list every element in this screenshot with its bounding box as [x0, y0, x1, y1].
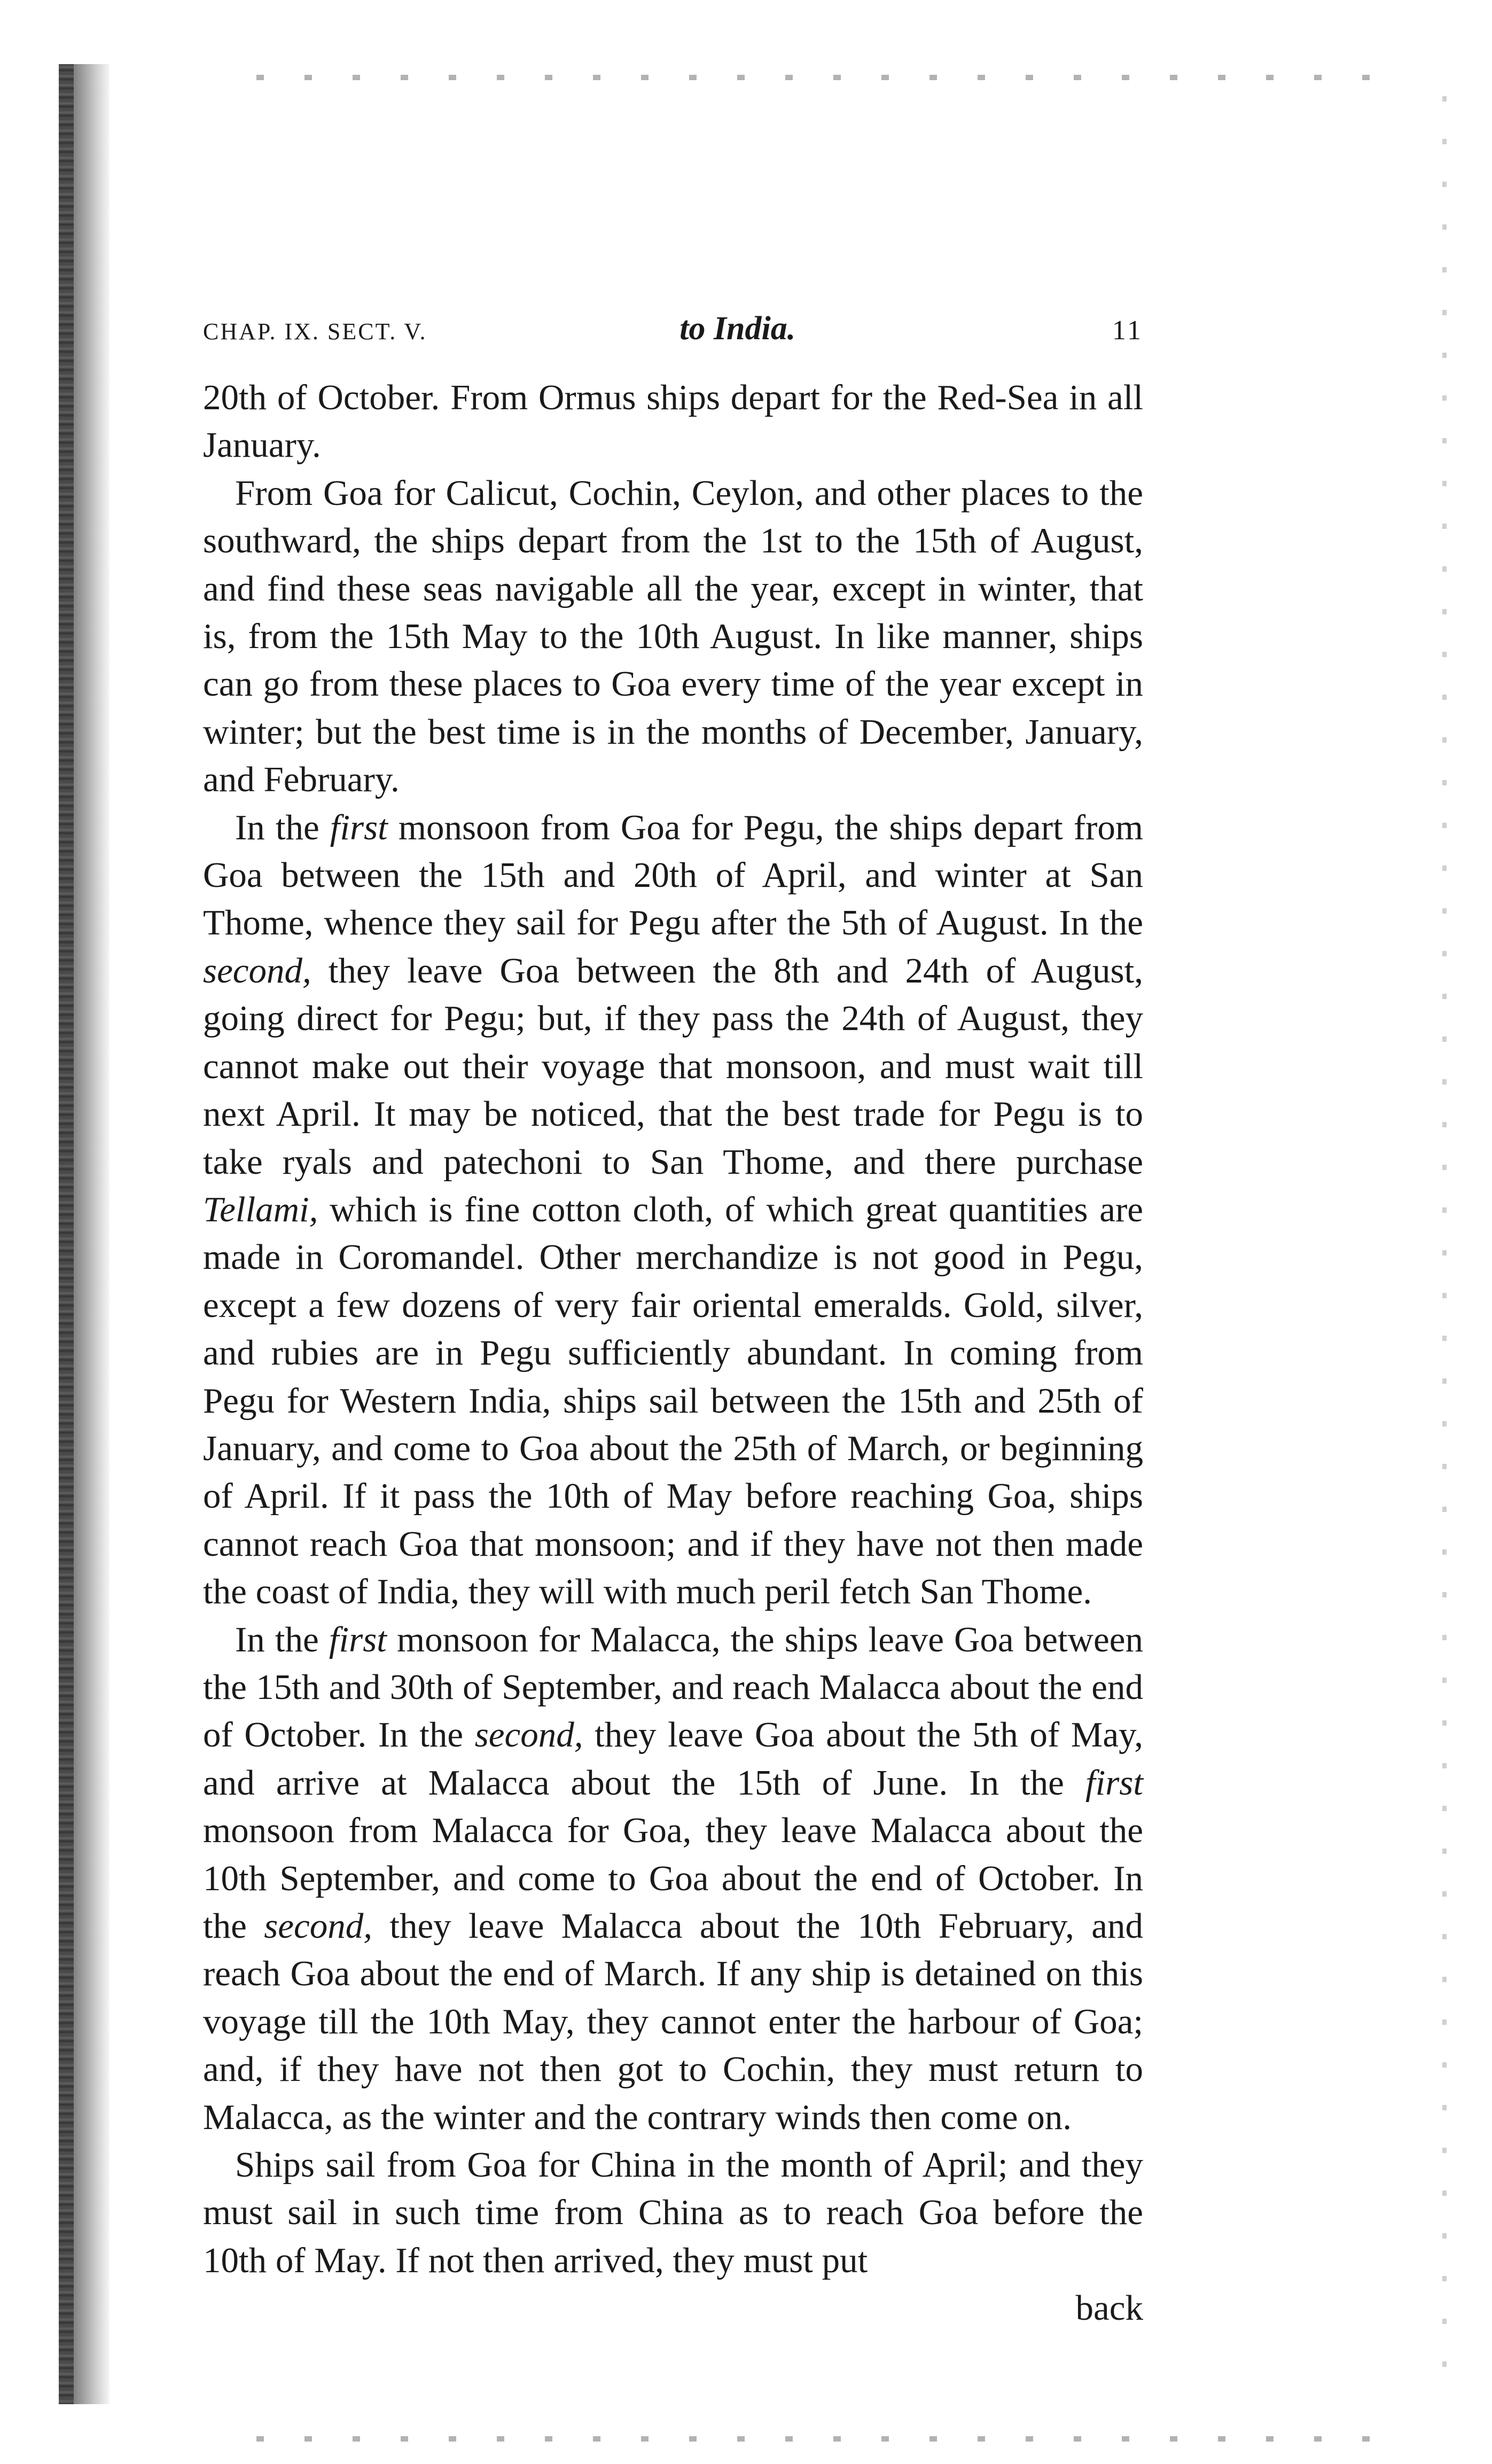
text-run: monsoon from Goa for Pegu, the ships depart from Goa between the 15th and 20th of April, and winter at San Thome, whence they sail for Pegu after the 5th of August. In the — [203, 807, 1143, 943]
text-run: they leave Goa about the 5th of May, and arrive at Malacca about the 15th of June. In the — [203, 1715, 1143, 1803]
text-run: In the — [235, 1619, 329, 1659]
page-binding-edge — [59, 64, 110, 2404]
body-text — [203, 374, 1143, 2284]
running-title: to India. — [679, 310, 796, 347]
italic-text: second, — [203, 950, 311, 991]
italic-text: first — [329, 1619, 387, 1659]
scan-noise-right — [1442, 96, 1447, 2393]
page-number: 11 — [1112, 315, 1143, 346]
text-run: they leave Malacca about the 10th February, and reach Goa about the end of March. If any ship is detained on this voyage till the 10th May, they cannot enter the harbour of Goa; and, if they have not then got to Cochin, they must return to Malacca, as the winter and the contrary winds then come on. — [203, 1906, 1143, 2137]
text-run: monsoon for Malacca, the ships leave Goa between the 15th and 30th of September, and reach Malacca about the end of October. In the — [203, 1619, 1143, 1755]
italic-text: Tellami, — [203, 1189, 318, 1229]
scan-noise-top — [256, 75, 1378, 80]
text-run: they leave Goa between the 8th and 24th of August, going direct for Pegu; but, if they pass the 24th of August, they cannot make out their voyage that monsoon, and must wait till next April. It may be noticed, that the best trade for Pegu is to take ryals and patechoni to San Thome, and there purchase — [203, 950, 1143, 1182]
paragraph: From Goa for Calicut, Cochin, Ceylon, and other places to the southward, the ships depart from the 1st to the 15th of August, and find these seas navigable all the year, except in winter, that is, from the 15th May to the 10th August. In like manner, ships can go from these places to Goa every time of the year except in winter; but the best time is in the months of December, January, and February. — [203, 473, 1143, 800]
scan-noise-bottom — [256, 2436, 1378, 2442]
catchword: back — [1075, 2288, 1143, 2328]
book-page — [203, 310, 1143, 2333]
running-head — [203, 310, 1143, 358]
text-run: In the — [235, 807, 330, 847]
chapter-section-label: CHAP. IX. SECT. V. — [203, 318, 427, 345]
paragraph — [203, 804, 1143, 1616]
italic-text: first — [1085, 1763, 1143, 1803]
text-run: monsoon from Malacca for Goa, they leave Malacca about the 10th September, and come to Goa about the end of October. In the — [203, 1811, 1143, 1946]
italic-text: first — [330, 807, 388, 847]
paragraph: Ships sail from Goa for China in the month of April; and they must sail in such time from China as to reach Goa before the 10th of May. If not then arrived, they must put — [203, 2145, 1143, 2280]
paragraph — [203, 1616, 1143, 2141]
text-run: which is fine cotton cloth, of which great quantities are made in Coromandel. Other merchandize is not good in Pegu, except a few dozens of very fair oriental emeralds. Gold, silver, and rubies are in Pegu sufficiently abundant. In coming from Pegu for Western India, ships sail between the 15th and 25th of January, and come to Goa about the 25th of March, or beginning of April. If it pass the 10th of May before reaching Goa, ships cannot reach Goa that monsoon; and if they have not then made the coast of India, they will with much peril fetch San Thome. — [203, 1189, 1143, 1612]
italic-text: second, — [474, 1715, 583, 1755]
paragraph: 20th of October. From Ormus ships depart for the Red-Sea in all January. — [203, 378, 1143, 465]
italic-text: second, — [264, 1906, 372, 1946]
